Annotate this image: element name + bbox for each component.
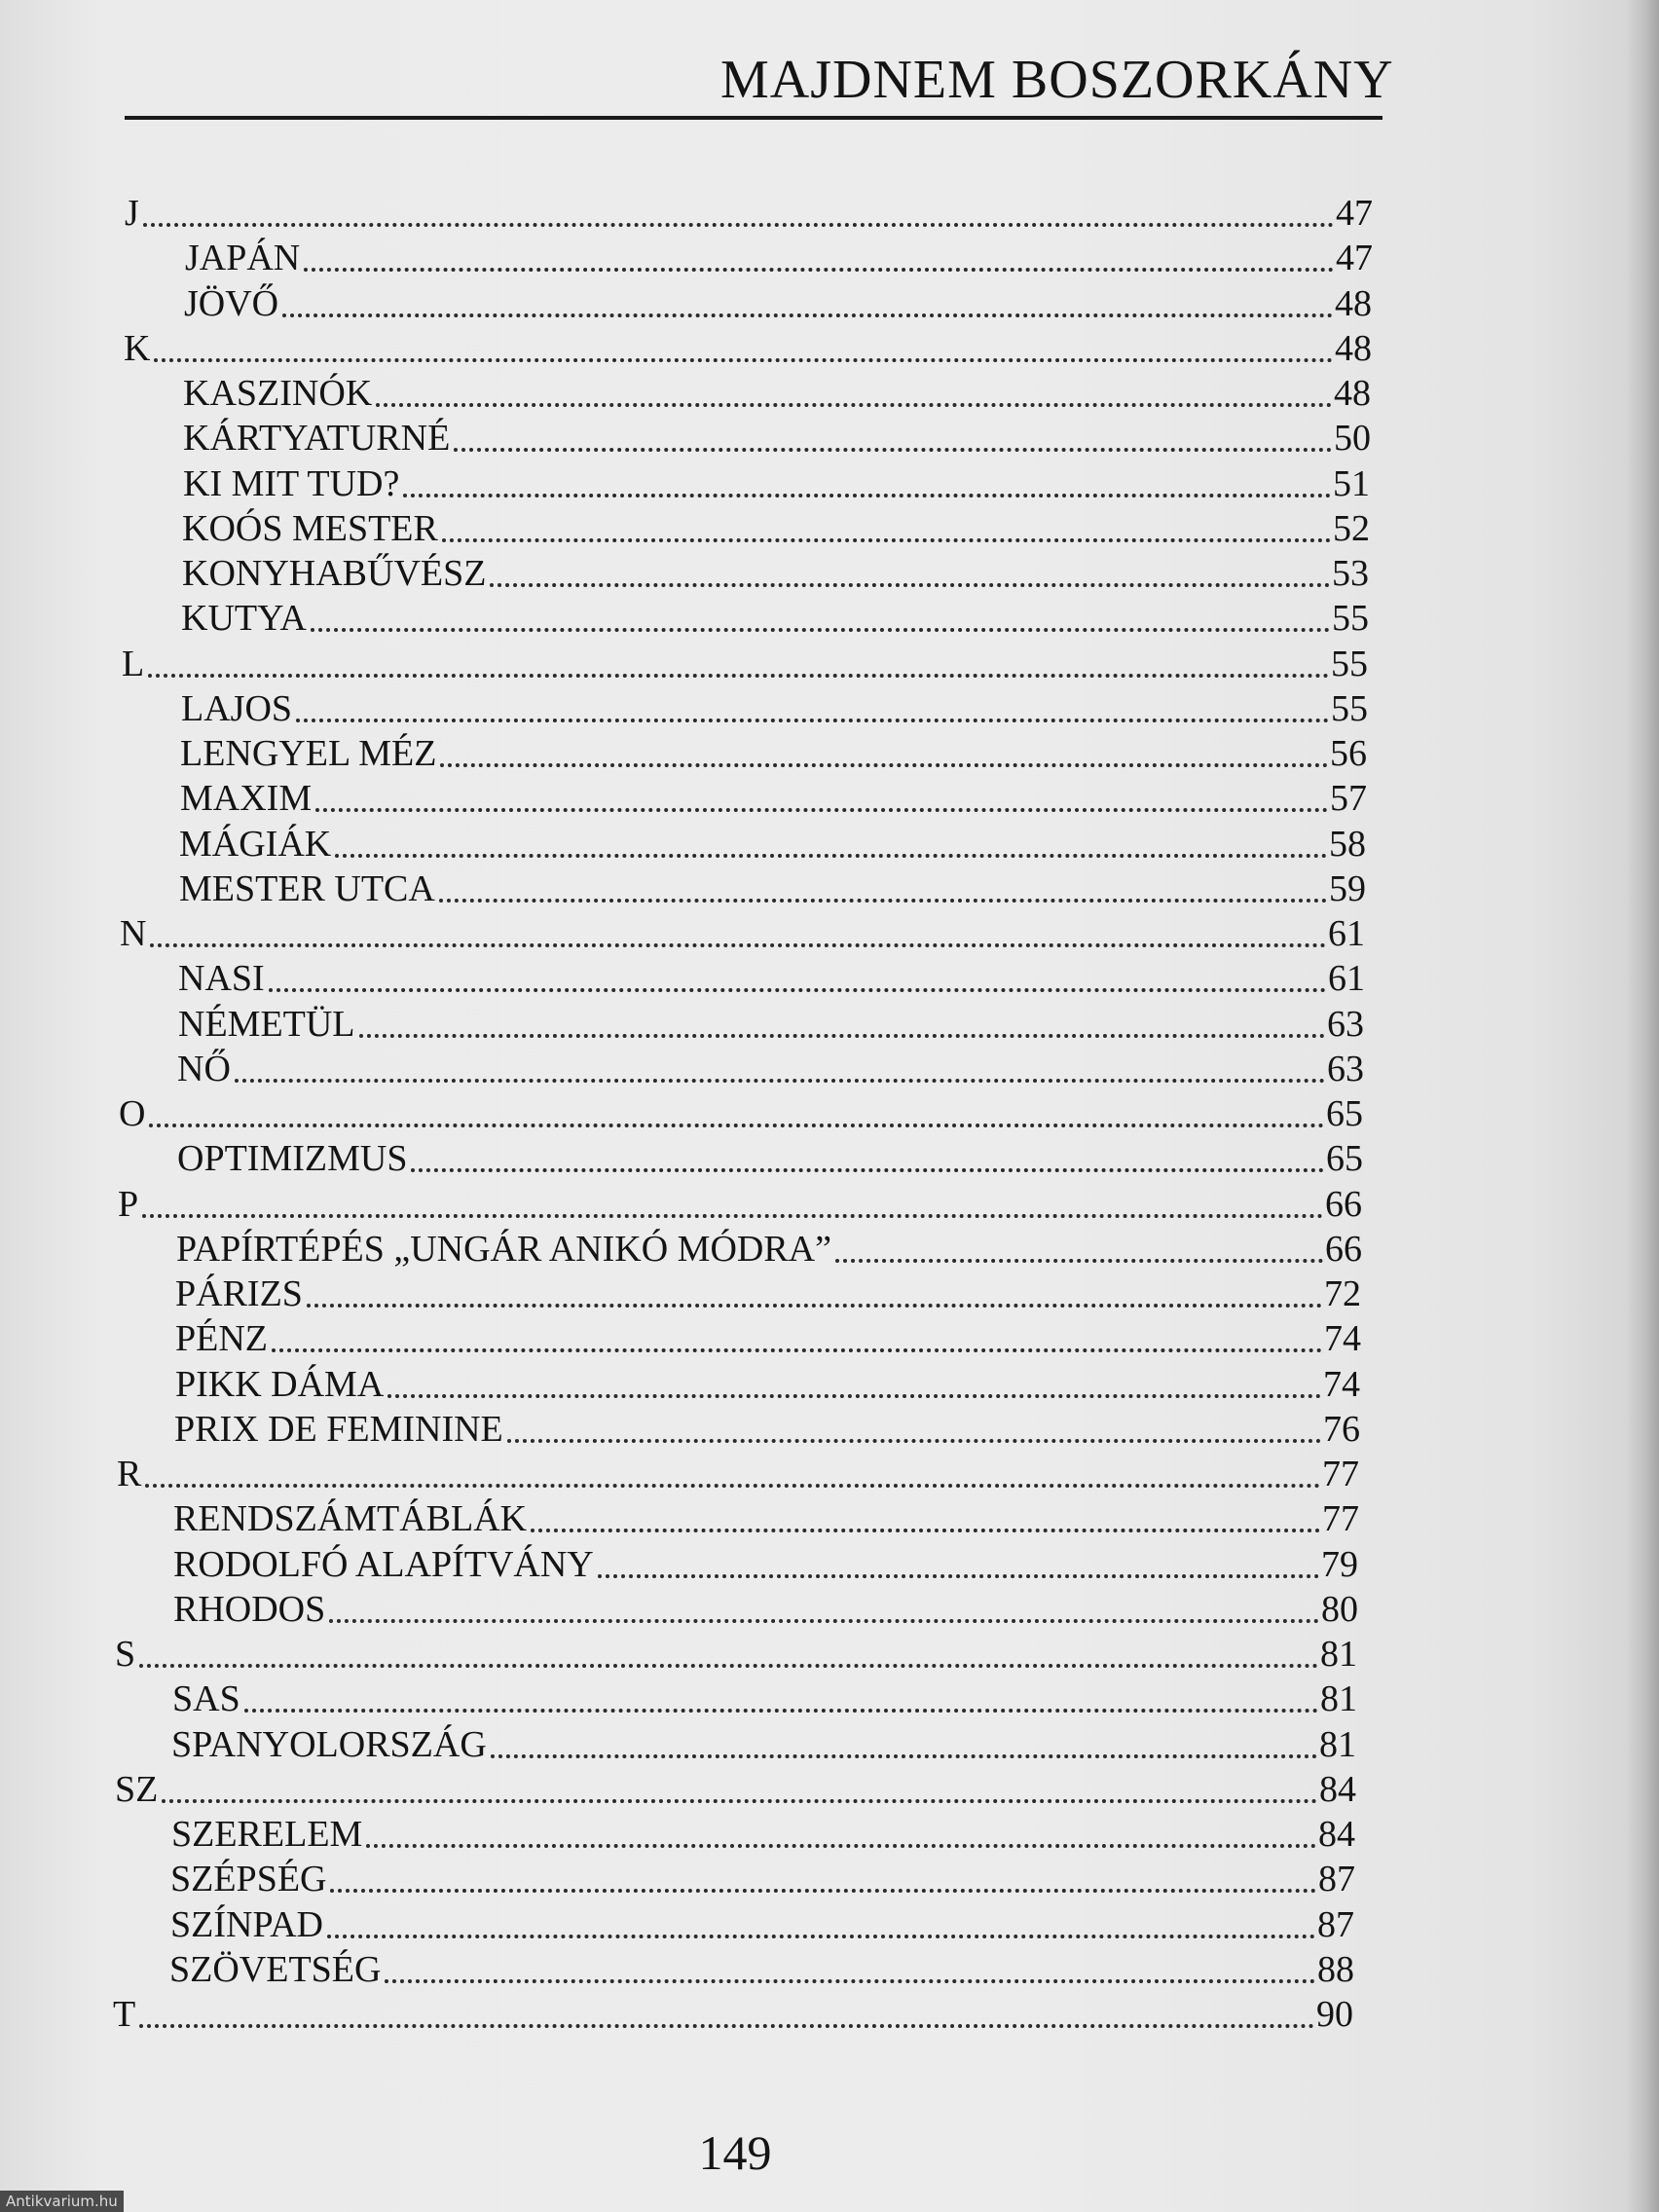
- toc-entry-title: NASI: [178, 958, 265, 999]
- dot-leader: [282, 313, 1333, 317]
- toc-entry-row: [183, 418, 1371, 459]
- toc-letter-row: [120, 913, 1365, 954]
- toc-entry-page: 51: [1333, 463, 1370, 504]
- toc-entry-title: JÖVŐ: [184, 283, 279, 324]
- toc-entry-row: [181, 598, 1369, 639]
- toc-entry-page: 59: [1329, 868, 1366, 909]
- dot-leader: [139, 1664, 1318, 1668]
- dot-leader: [385, 1979, 1315, 1983]
- dot-leader: [454, 448, 1332, 452]
- dot-leader: [366, 1844, 1316, 1848]
- toc-entry-row: [180, 733, 1367, 774]
- toc-entry-title: KUTYA: [181, 598, 307, 639]
- toc-entry-title: R: [117, 1454, 142, 1494]
- toc-entry-title: PAPÍRTÉPÉS „UNGÁR ANIKÓ MÓDRA”: [176, 1229, 831, 1270]
- dot-leader: [439, 899, 1327, 903]
- toc-entry-page: 63: [1327, 1049, 1364, 1089]
- dot-leader: [531, 1529, 1320, 1532]
- toc-entry-title: MÁGIÁK: [179, 824, 332, 865]
- toc-entry-title: NŐ: [177, 1049, 231, 1089]
- toc-entry-row: [177, 1138, 1363, 1179]
- toc-entry-page: 53: [1332, 553, 1369, 594]
- toc-entry-title: PIKK DÁMA: [175, 1364, 385, 1405]
- toc-letter-row: [118, 1184, 1362, 1225]
- dot-leader: [142, 1214, 1323, 1218]
- toc-entry-row: [172, 1678, 1357, 1719]
- dot-leader: [149, 1124, 1324, 1127]
- toc-entry-row: [171, 1814, 1355, 1855]
- dot-leader: [307, 1304, 1322, 1308]
- toc-entry-page: 81: [1320, 1678, 1357, 1719]
- toc-entry-title: SZÉPSÉG: [170, 1859, 327, 1899]
- dot-leader: [835, 1259, 1323, 1263]
- dot-leader: [304, 268, 1334, 272]
- dot-leader: [440, 763, 1328, 767]
- toc-entry-title: MESTER UTCA: [179, 868, 435, 909]
- toc-entry-row: [169, 1949, 1354, 1990]
- toc-entry-row: [175, 1273, 1361, 1314]
- toc-entry-row: [173, 1544, 1358, 1585]
- dot-leader: [329, 1619, 1319, 1623]
- toc-entry-row: [183, 373, 1371, 414]
- toc-entry-page: 87: [1318, 1859, 1355, 1899]
- toc-entry-row: [183, 463, 1370, 504]
- toc-letter-row: [117, 1454, 1359, 1494]
- toc-entry-title: KI MIT TUD?: [183, 463, 400, 504]
- dot-leader: [387, 1394, 1321, 1398]
- toc-entry-page: 55: [1332, 598, 1369, 639]
- toc-entry-title: PÉNZ: [175, 1318, 268, 1359]
- toc-letter-row: [124, 328, 1372, 369]
- dot-leader: [154, 358, 1333, 362]
- dot-leader: [598, 1574, 1319, 1578]
- dot-leader: [272, 1348, 1322, 1352]
- dot-leader: [235, 1079, 1325, 1083]
- dot-leader: [330, 1889, 1316, 1893]
- toc-entry-page: 50: [1334, 418, 1371, 459]
- toc-entry-title: P: [118, 1184, 139, 1225]
- toc-entry-row: [175, 1318, 1361, 1359]
- toc-entry-title: J: [125, 193, 139, 234]
- toc-entry-title: SZÖVETSÉG: [169, 1949, 382, 1990]
- toc-entry-page: 74: [1323, 1364, 1360, 1405]
- toc-entry-page: 81: [1319, 1724, 1356, 1765]
- dot-leader: [507, 1439, 1321, 1443]
- toc-entry-page: 55: [1331, 688, 1368, 729]
- toc-entry-page: 84: [1318, 1814, 1355, 1855]
- toc-entry-page: 90: [1316, 1994, 1353, 2035]
- dot-leader: [162, 1799, 1317, 1803]
- toc-entry-row: [174, 1409, 1360, 1450]
- toc-entry-row: [182, 553, 1369, 594]
- toc-entry-page: 80: [1321, 1589, 1358, 1630]
- toc-entry-row: [185, 238, 1373, 278]
- dot-leader: [376, 403, 1332, 407]
- toc-entry-title: LAJOS: [181, 688, 293, 729]
- toc-entry-title: L: [122, 644, 145, 684]
- toc-entry-row: [171, 1724, 1356, 1765]
- dot-leader: [296, 719, 1329, 722]
- toc-entry-row: [175, 1364, 1360, 1405]
- toc-entry-page: 58: [1329, 824, 1366, 865]
- toc-entry-page: 48: [1335, 283, 1372, 324]
- toc-entry-title: KONYHABŰVÉSZ: [182, 553, 487, 594]
- toc-entry-title: K: [124, 328, 151, 369]
- toc-entry-title: KASZINÓK: [183, 373, 373, 414]
- page-number: 149: [698, 2125, 772, 2180]
- toc-entry-page: 61: [1328, 913, 1365, 954]
- dot-leader: [315, 808, 1328, 812]
- toc-entry-title: SZÍNPAD: [170, 1904, 323, 1945]
- dot-leader: [411, 1168, 1324, 1172]
- toc-entry-row: [176, 1229, 1362, 1270]
- toc-entry-page: 56: [1330, 733, 1367, 774]
- dot-leader: [150, 943, 1326, 947]
- dot-leader: [145, 1484, 1320, 1488]
- toc-entry-row: [173, 1498, 1359, 1539]
- toc-entry-row: [170, 1859, 1355, 1899]
- toc-letter-row: [115, 1769, 1356, 1810]
- toc-entry-page: 76: [1323, 1409, 1360, 1450]
- toc-entry-page: 47: [1336, 238, 1373, 278]
- toc-entry-title: JAPÁN: [185, 238, 301, 278]
- toc-entry-title: SZERELEM: [171, 1814, 363, 1855]
- toc-entry-page: 77: [1322, 1454, 1359, 1494]
- toc-letter-row: [113, 1994, 1353, 2035]
- toc-entry-page: 87: [1317, 1904, 1354, 1945]
- toc-entry-title: PÁRIZS: [175, 1273, 303, 1314]
- dot-leader: [269, 988, 1326, 992]
- toc-entry-page: 57: [1330, 778, 1367, 819]
- toc-entry-title: S: [115, 1634, 136, 1675]
- toc-entry-row: [179, 868, 1366, 909]
- toc-entry-title: KÁRTYATURNÉ: [183, 418, 451, 459]
- dot-leader: [490, 583, 1330, 587]
- toc-entry-page: 48: [1334, 373, 1371, 414]
- toc-entry-title: RENDSZÁMTÁBLÁK: [173, 1498, 528, 1539]
- watermark: Antikvarium.hu: [0, 2191, 124, 2212]
- toc-entry-page: 65: [1326, 1138, 1363, 1179]
- toc-entry-title: SAS: [172, 1678, 240, 1719]
- toc-letter-row: [115, 1634, 1357, 1675]
- toc-entry-page: 63: [1327, 1004, 1364, 1045]
- toc-entry-page: 74: [1324, 1318, 1361, 1359]
- toc-entry-title: SZ: [115, 1769, 159, 1810]
- toc-entry-title: T: [113, 1994, 136, 2035]
- header-rule: [125, 116, 1382, 120]
- toc-entry-title: KOÓS MESTER: [182, 508, 438, 549]
- dot-leader: [311, 628, 1330, 632]
- dot-leader: [139, 2024, 1314, 2028]
- toc-entry-row: [177, 1049, 1364, 1089]
- dot-leader: [403, 494, 1331, 498]
- running-head: MAJDNEM BOSZORKÁNY: [720, 50, 1394, 110]
- toc-letter-row: [119, 1093, 1363, 1134]
- dot-leader: [335, 854, 1327, 858]
- toc-entry-row: [180, 778, 1367, 819]
- dot-leader: [143, 223, 1334, 227]
- toc-entry-row: [178, 958, 1365, 999]
- toc-entry-page: 55: [1331, 644, 1368, 684]
- toc-letter-row: [122, 644, 1368, 684]
- toc-entry-page: 72: [1324, 1273, 1361, 1314]
- toc-entry-page: 48: [1335, 328, 1372, 369]
- toc-entry-title: RHODOS: [173, 1589, 326, 1630]
- toc-entry-row: [170, 1904, 1354, 1945]
- toc-entry-title: NÉMETÜL: [178, 1004, 355, 1045]
- toc-entry-title: N: [120, 913, 147, 954]
- toc-entry-title: MAXIM: [180, 778, 313, 819]
- toc-entry-page: 52: [1333, 508, 1370, 549]
- toc-entry-page: 65: [1326, 1093, 1363, 1134]
- toc-entry-title: PRIX DE FEMININE: [174, 1409, 503, 1450]
- dot-leader: [148, 674, 1329, 678]
- toc-entry-row: [181, 688, 1368, 729]
- toc-entry-page: 79: [1321, 1544, 1358, 1585]
- dot-leader: [359, 1034, 1325, 1038]
- toc-entry-row: [182, 508, 1370, 549]
- toc-entry-page: 84: [1319, 1769, 1356, 1810]
- toc-entry-title: OPTIMIZMUS: [177, 1138, 408, 1179]
- page-edge-shadow: [1626, 0, 1659, 2212]
- dot-leader: [491, 1754, 1317, 1758]
- toc-entry-title: RODOLFÓ ALAPÍTVÁNY: [173, 1544, 594, 1585]
- dot-leader: [327, 1935, 1315, 1938]
- toc-entry-row: [179, 824, 1366, 865]
- dot-leader: [244, 1709, 1318, 1713]
- toc-entry-page: 81: [1320, 1634, 1357, 1675]
- toc-entry-page: 61: [1328, 958, 1365, 999]
- toc-entry-row: [178, 1004, 1364, 1045]
- toc-entry-page: 47: [1336, 193, 1373, 234]
- toc-entry-row: [184, 283, 1372, 324]
- toc-entry-page: 66: [1325, 1184, 1362, 1225]
- dot-leader: [442, 538, 1331, 542]
- toc-entry-page: 77: [1322, 1498, 1359, 1539]
- toc-letter-row: [125, 193, 1373, 234]
- toc-entry-row: [173, 1589, 1358, 1630]
- toc-entry-title: O: [119, 1093, 146, 1134]
- toc-entry-title: LENGYEL MÉZ: [180, 733, 437, 774]
- toc-entry-page: 88: [1317, 1949, 1354, 1990]
- toc-entry-page: 66: [1325, 1229, 1362, 1270]
- toc-entry-title: SPANYOLORSZÁG: [171, 1724, 487, 1765]
